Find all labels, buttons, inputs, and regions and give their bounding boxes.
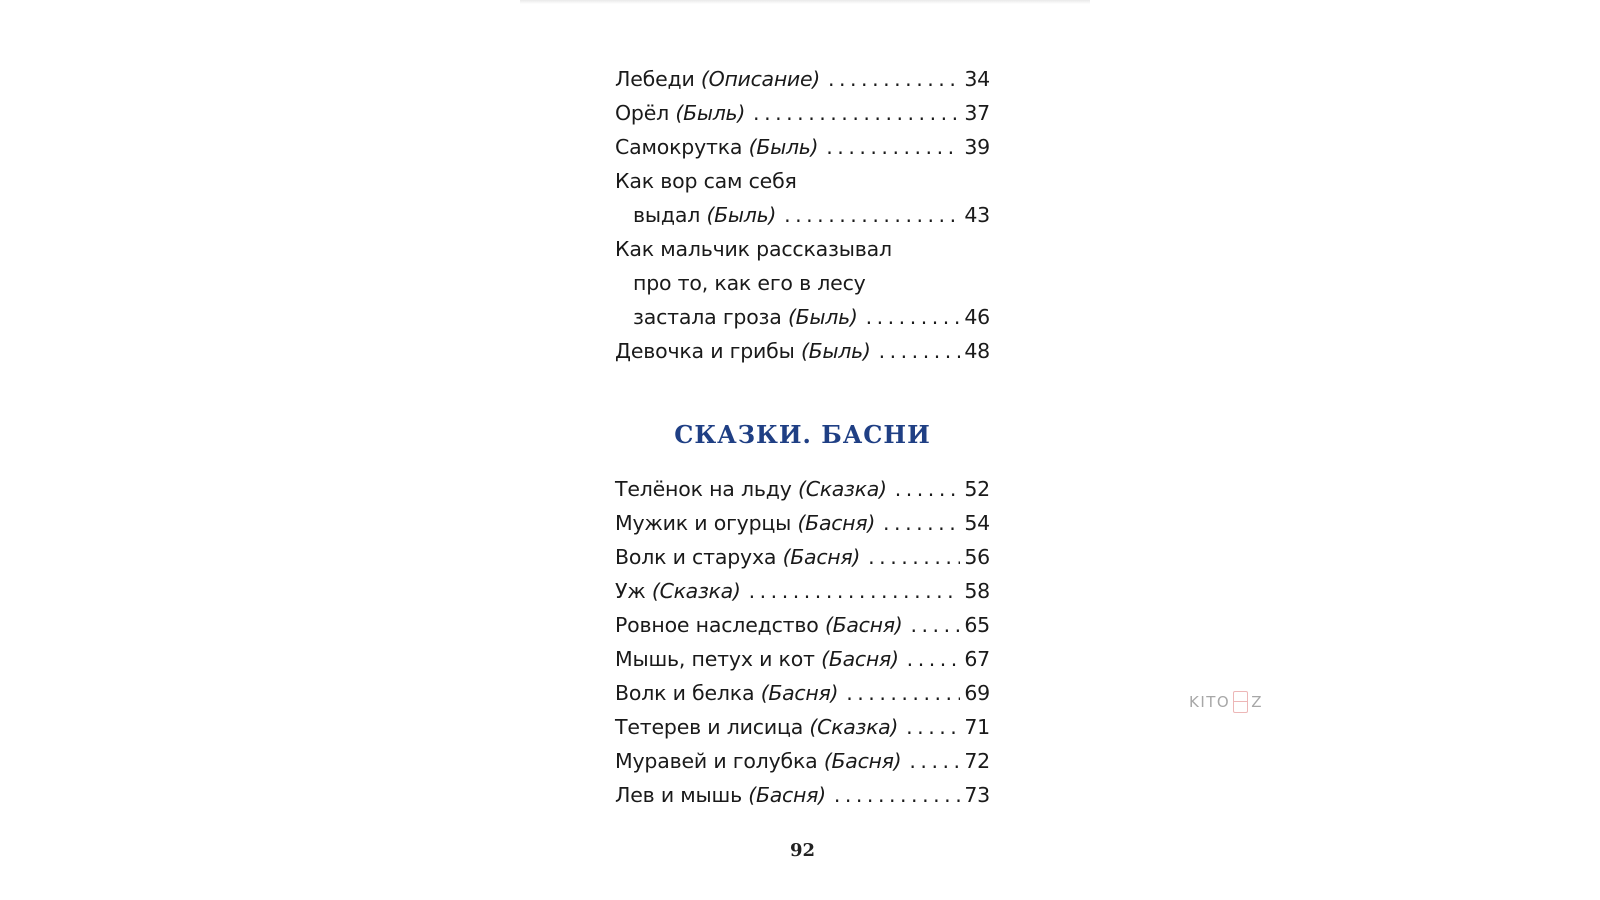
toc-entry-title: Волк и старуха [615,545,777,569]
toc-entry-page-number: 69 [964,681,990,705]
toc-entry-genre: (Быль) [675,101,746,125]
toc-entry-genre: (Басня) [748,783,826,807]
toc-entry-genre: (Басня) [823,749,902,773]
toc-entry[interactable] [615,744,990,778]
toc-list-tales-fables [615,472,990,812]
dot-leader [860,540,960,574]
toc-entry-genre: (Басня) [797,511,876,535]
dot-leader [902,608,960,642]
toc-entry-page-number: 56 [964,545,990,569]
toc-entry-page-number: 54 [964,511,990,535]
toc-entry[interactable] [615,164,990,232]
toc-entry-page-number: 52 [964,477,990,501]
dot-leader [858,300,961,334]
toc-entry[interactable] [615,130,990,164]
toc-entry-page-number: 67 [964,647,990,671]
toc-entry-title: Как мальчик рассказывал [615,237,892,261]
toc-entry-page-number: 72 [964,749,990,773]
dot-leader [887,472,961,506]
toc-entry-page-number: 71 [964,715,990,739]
toc-entry-title: Муравей и голубка [615,749,818,773]
toc-entry-page-number: 48 [964,339,990,363]
toc-entry-genre: (Описание) [700,67,820,91]
toc-entry-title: Тетерев и лисица [615,715,804,739]
toc-entry-title: Мужик и огурцы [615,511,792,535]
toc-entry-title: Телёнок на льду [615,477,792,501]
toc-entry-genre: (Быль) [748,135,819,159]
toc-list-stories [615,62,990,368]
toc-entry[interactable] [615,710,990,744]
toc-entry[interactable] [615,574,990,608]
toc-entry-title: Как вор сам себя [615,169,797,193]
watermark-b-icon [1233,691,1248,713]
dot-leader [899,642,961,676]
dot-leader [776,198,960,232]
toc-entry-title: про то, как его в лесу [633,271,866,295]
toc-entry-title: застала гроза [633,305,782,329]
toc-entry[interactable] [615,676,990,710]
toc-entry-title: Мышь, петух и кот [615,647,815,671]
toc-entry-title: Девочка и грибы [615,339,795,363]
toc-entry-genre: (Басня) [821,647,899,671]
toc-entry-page-number: 34 [964,67,990,91]
dot-leader [838,676,960,710]
toc-entry[interactable] [615,642,990,676]
toc-entry-title: Ровное наследство [615,613,819,637]
page-number: 92 [789,840,816,861]
toc-entry[interactable] [615,608,990,642]
dot-leader [875,506,960,540]
toc-entry-page-number: 65 [964,613,990,637]
dot-leader [741,574,961,608]
toc-entry-page-number: 43 [964,203,990,227]
toc-entry-genre: (Быль) [800,339,871,363]
dot-leader [898,710,960,744]
section-title: СКАЗКИ. БАСНИ [674,420,931,449]
dot-leader [818,130,960,164]
toc-entry-title: Самокрутка [615,135,743,159]
toc-entry-title: Уж [615,579,646,603]
toc-entry[interactable] [615,540,990,574]
toc-entry-genre: (Сказка) [651,579,741,603]
toc-entry-page-number: 39 [964,135,990,159]
toc-entry-title: Орёл [615,101,670,125]
toc-entry-page-number: 58 [964,579,990,603]
toc-entry-title: Лебеди [615,67,695,91]
toc-entry[interactable] [615,778,990,812]
dot-leader [901,744,960,778]
dot-leader [820,62,960,96]
toc-entry[interactable] [615,334,990,368]
toc-entry[interactable] [615,506,990,540]
dot-leader [871,334,961,368]
dot-leader [826,778,960,812]
watermark-logo [1189,690,1263,714]
toc-entry-page-number: 73 [964,783,990,807]
dot-leader [745,96,960,130]
toc-entry-genre: (Сказка) [798,477,887,501]
toc-entry[interactable] [615,232,990,334]
toc-entry[interactable] [615,96,990,130]
toc-entry[interactable] [615,472,990,506]
toc-entry-title: выдал [633,203,701,227]
toc-entry-title: Волк и белка [615,681,755,705]
toc-entry[interactable] [615,62,990,96]
watermark-text-right: Z [1251,693,1264,711]
toc-entry-page-number: 46 [964,305,990,329]
watermark-text-left: KITO [1189,693,1231,711]
toc-entry-genre: (Быль) [706,203,777,227]
toc-entry-genre: (Басня) [760,681,839,705]
toc-entry-title: Лев и мышь [615,783,742,807]
toc-entry-genre: (Басня) [824,613,903,637]
toc-entry-genre: (Сказка) [809,715,899,739]
toc-entry-page-number: 37 [964,101,990,125]
toc-entry-genre: (Быль) [787,305,858,329]
page-top-edge [520,0,1090,4]
toc-entry-genre: (Басня) [782,545,861,569]
